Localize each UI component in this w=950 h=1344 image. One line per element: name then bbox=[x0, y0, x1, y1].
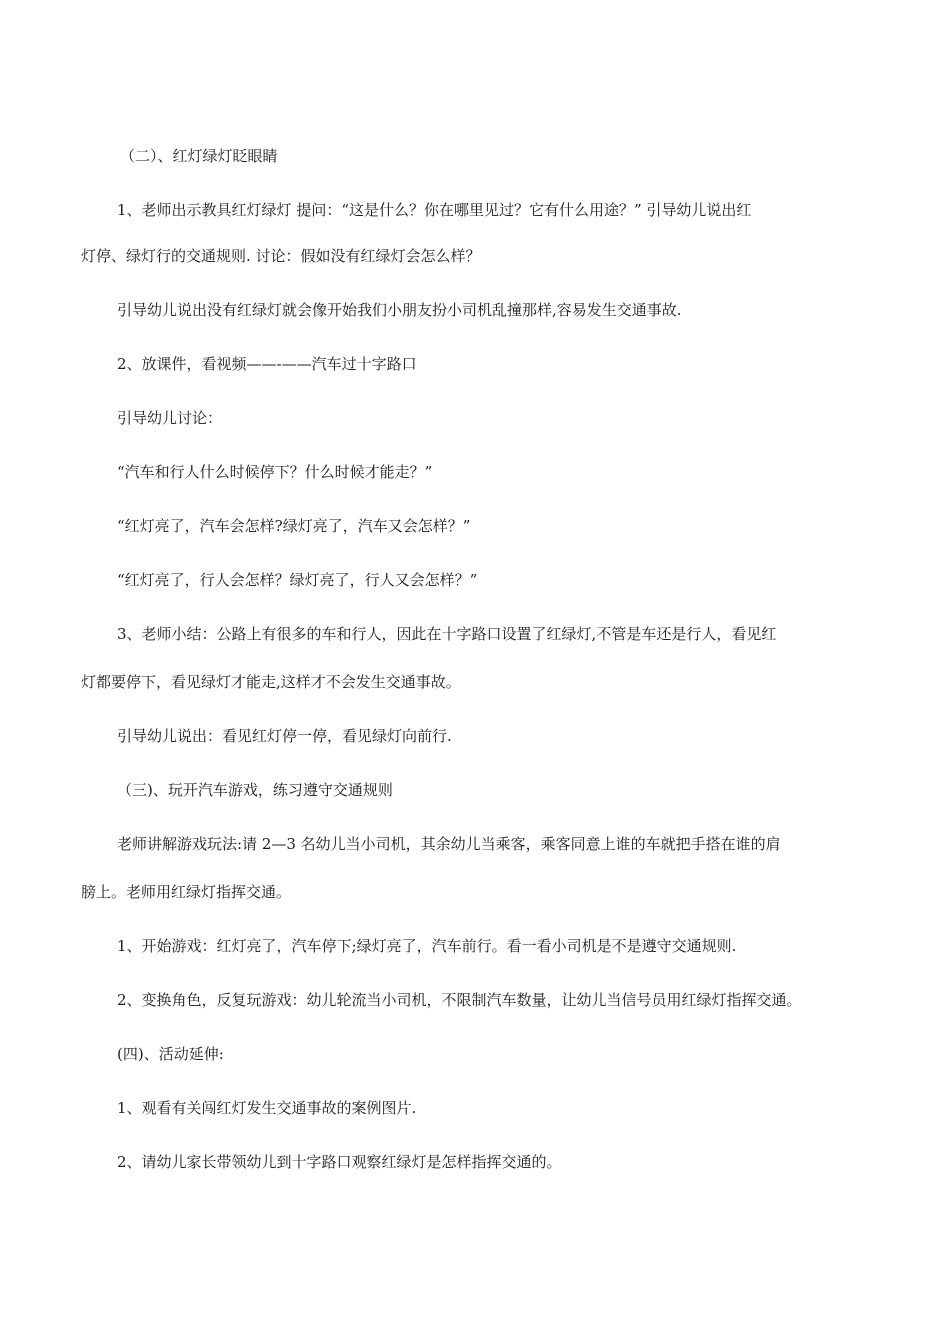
paragraph-line: 2、放课件，看视频——-——汽车过十字路口 bbox=[117, 355, 417, 373]
paragraph-line: 引导幼儿说出没有红绿灯就会像开始我们小朋友扮小司机乱撞那样,容易发生交通事故. bbox=[117, 301, 682, 319]
paragraph-line: 老师讲解游戏玩法:请 2—3 名幼儿当小司机，其余幼儿当乘客，乘客同意上谁的车就把手搭在谁的肩 bbox=[117, 835, 781, 853]
paragraph-line: 引导幼儿讨论： bbox=[117, 409, 223, 427]
quote-line: “红灯亮了，汽车会怎样?绿灯亮了，汽车又会怎样？” bbox=[117, 517, 471, 535]
paragraph-line: 1、老师出示教具红灯绿灯 提问：“这是什么？你在哪里见过？它有什么用途？” 引导幼儿说出红 bbox=[117, 201, 752, 219]
paragraph-line: 灯停、绿灯行的交通规则. 讨论：假如没有红绿灯会怎么样？ bbox=[81, 247, 481, 265]
paragraph-line: 1、观看有关闯红灯发生交通事故的案例图片. bbox=[117, 1099, 417, 1117]
paragraph-line: 灯都要停下，看见绿灯才能走,这样才不会发生交通事故。 bbox=[81, 673, 461, 691]
section-heading-three: （三)、玩开汽车游戏，练习遵守交通规则 bbox=[117, 781, 393, 799]
section-heading-four: (四)、活动延伸: bbox=[117, 1045, 224, 1063]
paragraph-line: 3、老师小结：公路上有很多的车和行人，因此在十字路口设置了红绿灯,不管是车还是行人，看见红 bbox=[117, 625, 777, 643]
paragraph-line: 膀上。老师用红绿灯指挥交通。 bbox=[81, 883, 292, 901]
paragraph-line: 引导幼儿说出：看见红灯停一停，看见绿灯向前行. bbox=[117, 727, 452, 745]
quote-line: “红灯亮了，行人会怎样？绿灯亮了，行人又会怎样？” bbox=[117, 571, 478, 589]
paragraph-line: 1、开始游戏：红灯亮了，汽车停下;绿灯亮了，汽车前行。看一看小司机是不是遵守交通规则. bbox=[117, 937, 737, 955]
quote-line: “汽车和行人什么时候停下？什么时候才能走？” bbox=[117, 463, 433, 481]
paragraph-line: 2、变换角色，反复玩游戏：幼儿轮流当小司机，不限制汽车数量，让幼儿当信号员用红绿灯指挥交通。 bbox=[117, 991, 802, 1009]
paragraph-line: 2、请幼儿家长带领幼儿到十字路口观察红绿灯是怎样指挥交通的。 bbox=[117, 1153, 562, 1171]
section-heading-two: （二）、红灯绿灯眨眼睛 bbox=[120, 147, 278, 165]
